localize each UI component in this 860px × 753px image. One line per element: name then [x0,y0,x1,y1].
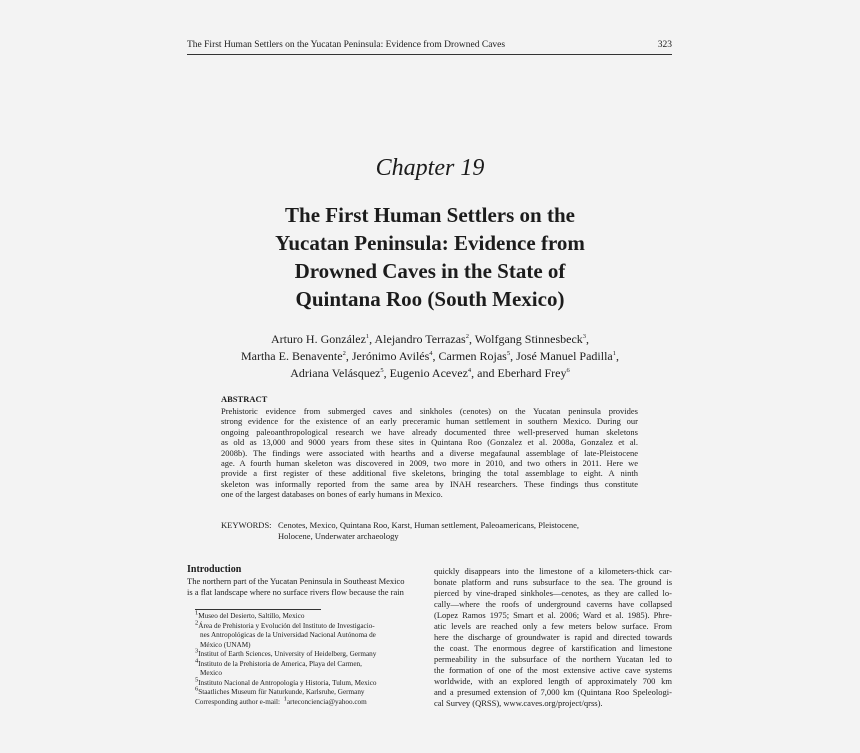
body-line: quickly disappears into the limestone of a kilometers-thick car- [434,566,672,576]
body-line: (Lopez Ramos 1975; Smart et al. 2006; Ward et al. 1985). Phre- [434,610,672,620]
keywords-label: KEYWORDS: [221,520,272,530]
body-line: cally—where the roofs of underground caverns have collapsed [434,599,672,609]
body-line: here the discharge of groundwater is rapid and directed towards [434,632,672,642]
author-separator: , [510,349,517,363]
footnote-mark: 1 [195,609,199,617]
footnote-text: Staatliches Museum für Naturkunde, Karlsruhe, Germany [198,688,365,696]
author-separator: , and [471,366,498,380]
chapter-label: Chapter 19 [375,155,485,181]
body-line: the coast. The enormous degree of karstification and limestone [434,643,672,653]
author-name: Eugenio Acevez [389,366,468,380]
body-line: the formation of one of the most extensive active cave systems [434,665,672,675]
affiliation-mark: 5 [380,367,384,374]
running-head [187,40,672,55]
footnote-mark: 2 [195,619,199,627]
author-separator: , [586,332,590,346]
right-column-text [434,566,672,709]
affiliation-mark: 5 [506,350,511,357]
abstract-line: ongoing paleoanthropological research we have already documented three well-preserved human skeletons [221,426,638,437]
abstract-line: as old as 13,000 and 9000 years from these sites in Quintana Roo (Gonzalez et al. 2008a, Gonzalez et al. [221,437,638,448]
body-line: pierced by vine-draped sinkholes—cenotes, as they are called lo- [434,588,672,598]
affiliation-mark: 1 [365,333,370,340]
footnote [195,657,425,670]
footnote-text: Instituto de la Prehistoria de America, Playa del Carmen, [198,659,362,668]
footnote-mark: 3 [195,647,199,655]
footnote-continuation: Mexico [200,669,222,677]
footnote-mark: 4 [195,657,199,665]
author-list [180,331,680,382]
author-name: Carmen Rojas [438,349,507,363]
abstract-line: age. A fourth human skeleton was discovered in 2009, two more in 2010, and two others in 2011. Here we [221,458,638,469]
abstract-text [221,406,638,500]
body-line: permeability in the subsurface of the northern Yucatan led to [434,654,672,664]
corresponding-label: Corresponding author e-mail: [195,697,281,706]
footnote-continuation: México (UNAM) [200,640,251,649]
body-line: cal Survey (QRSS), www.caves.org/project/qrss). [434,698,603,708]
intro-line: is a flat landscape where no surface rivers flow because the rain [187,587,404,597]
author-separator: , [383,366,390,380]
body-line: and a presumed extension of 7,000 km (Quintana Roo Speleologi- [434,687,672,697]
author-name: Martha E. Benavente [240,349,343,363]
affiliation-mark: 2 [342,350,346,357]
affiliation-mark: 4 [429,350,433,357]
affiliation-mark: 6 [566,367,570,374]
footnote [195,685,425,698]
affiliation-mark: 4 [467,367,472,374]
title-line: The First Human Settlers on the [285,203,575,227]
title-line: Drowned Caves in the State of [294,259,566,283]
title-line: Quintana Roo (South Mexico) [295,287,565,311]
running-head-title: The First Human Settlers on the Yucatan Peninsula: Evidence from Drowned Caves [187,40,506,50]
author-name: Alejandro Terrazas [374,332,466,346]
keywords-text [278,520,640,542]
author-line [180,348,680,365]
keywords-line: Holocene, Underwater archaeology [278,531,399,541]
abstract-line: 2008b). The findings were associated with hearths and a diverse megafaunal assemblage of late-Pleistocene [221,447,638,458]
page-number: 323 [657,40,672,50]
chapter-title [205,201,655,313]
footnote [195,609,425,622]
affiliation-mark: 3 [582,333,587,340]
section-heading-introduction: Introduction [187,564,242,575]
body-line: atic levels are reached only a few meters below surface. From [434,621,672,631]
title-line: Yucatan Peninsula: Evidence from [275,231,585,255]
footnote-continuation: nes Antropológicas de la Universidad Nacional Autónoma de [200,631,376,639]
footnote-text: Área de Prehistoria y Evolución del Instituto de Investigacio- [198,621,375,630]
abstract-line: Prehistoric evidence from submerged caves and sinkholes (cenotes) on the Yucatan peninsula provides [221,406,638,416]
author-line [180,365,680,382]
body-line: bonate platform and runs subsurface to the sea. The ground is [434,577,672,587]
author-name: José Manuel Padilla [516,349,613,363]
introduction-text [187,576,422,598]
keywords-line: Cenotes, Mexico, Quintana Roo, Karst, Human settlement, Paleoamericans, Pleistocene, [278,520,579,530]
author-name: Adriana Velásquez [290,366,381,380]
author-separator: , [468,332,475,346]
author-name: Eberhard Frey [497,366,567,380]
author-separator: , [432,349,439,363]
footnote-text: Institut of Earth Sciences, University of Heidelberg, Germany [198,650,377,658]
corresponding-email: arteconciencia@yahoo.com [286,697,367,706]
author-name: Jerónimo Avilés [351,349,430,363]
body-line: worldwide, with an explored length of approximately 700 km [434,676,672,686]
footnote [195,647,425,660]
footnote-mark: 1 [283,695,287,703]
author-separator: , [369,332,375,346]
footnote [195,676,425,689]
corresponding-author [195,695,425,708]
footnotes [195,609,425,707]
author-line [180,331,680,348]
footnote-mark: 5 [195,676,199,684]
author-separator: , [345,349,352,363]
abstract-line: one of the largest databases on bones of early humans in Mexico. [221,489,443,500]
footnote-mark: 6 [195,685,199,693]
footnote-rule [195,609,321,610]
affiliation-mark: 1 [612,350,617,357]
author-name: Arturo H. González [270,332,366,346]
abstract-line: skeleton was informally reported from the same area by INAH researchers. These findings thus constitute [221,478,638,489]
footnote [195,619,425,632]
intro-line: The northern part of the Yucatan Peninsula in Southeast Mexico [187,576,405,586]
footnote-text: Museo del Desierto, Saltillo, Mexico [198,612,305,620]
author-separator: , [616,349,620,363]
abstract-line: strong evidence for the existence of an early preceramic human settlement in southern Mexico. During our [221,416,638,427]
footnote-text: Instituto Nacional de Antropología y Historia, Tulum, Mexico [198,678,377,687]
author-name: Wolfgang Stinnesbeck [474,332,583,346]
abstract-line: provide a first register of these additional five skeletons, bringing the total assemblage to eight. A ninth [221,468,638,479]
abstract-heading: ABSTRACT [221,394,268,404]
affiliation-mark: 2 [465,333,469,340]
